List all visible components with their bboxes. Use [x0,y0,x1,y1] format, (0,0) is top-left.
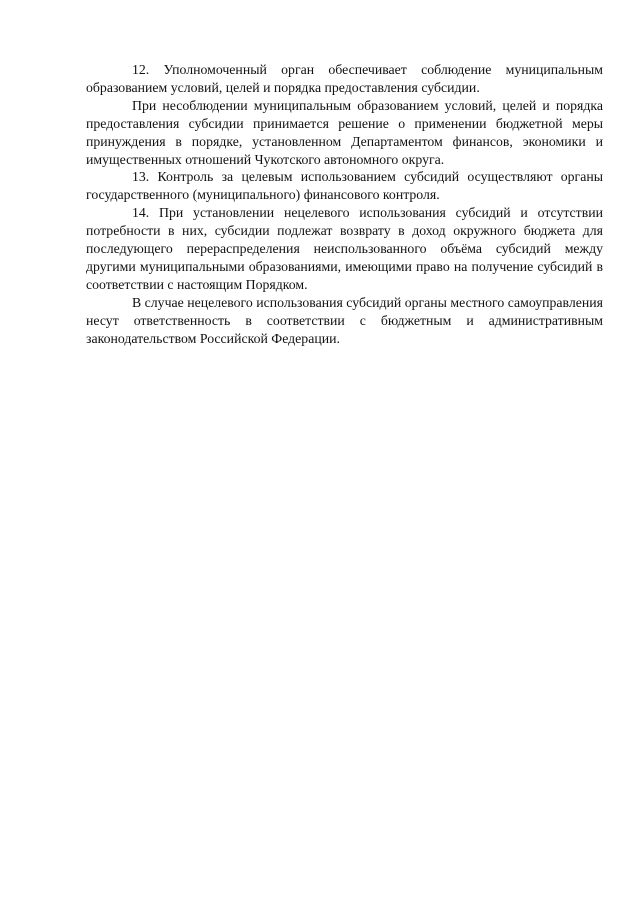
paragraph-14-continued: В случае нецелевого использования субсидий органы местного самоуправления несут ответственность в соответствии с бюджетным и административным законодательством Российской Федерации. [86,294,603,346]
paragraph-13: 13. Контроль за целевым использованием субсидий осуществляют органы государственного (муниципального) финансового контроля. [86,169,603,203]
document-body [86,61,603,348]
paragraph-12: 12. Уполномоченный орган обеспечивает соблюдение муниципальным образованием условий, целей и порядка предоставления субсидии. [86,62,603,95]
paragraph-14: 14. При установлении нецелевого использования субсидий и отсутствии потребности в них, субсидии подлежат возврату в доход окружного бюджета для последующего перераспределения неиспользованного объёма субсидий между другими муниципальными образованиями, имеющими право на получение субсидий в соответствии с настоящим Порядком. [86,205,603,292]
paragraph-12-continued: При несоблюдении муниципальным образованием условий, целей и порядка предоставления субсидии принимается решение о применении бюджетной меры принуждения в порядке, установленном Департаментом финансов, экономики и имущественных отношений Чукотского автономного округа. [86,97,603,167]
